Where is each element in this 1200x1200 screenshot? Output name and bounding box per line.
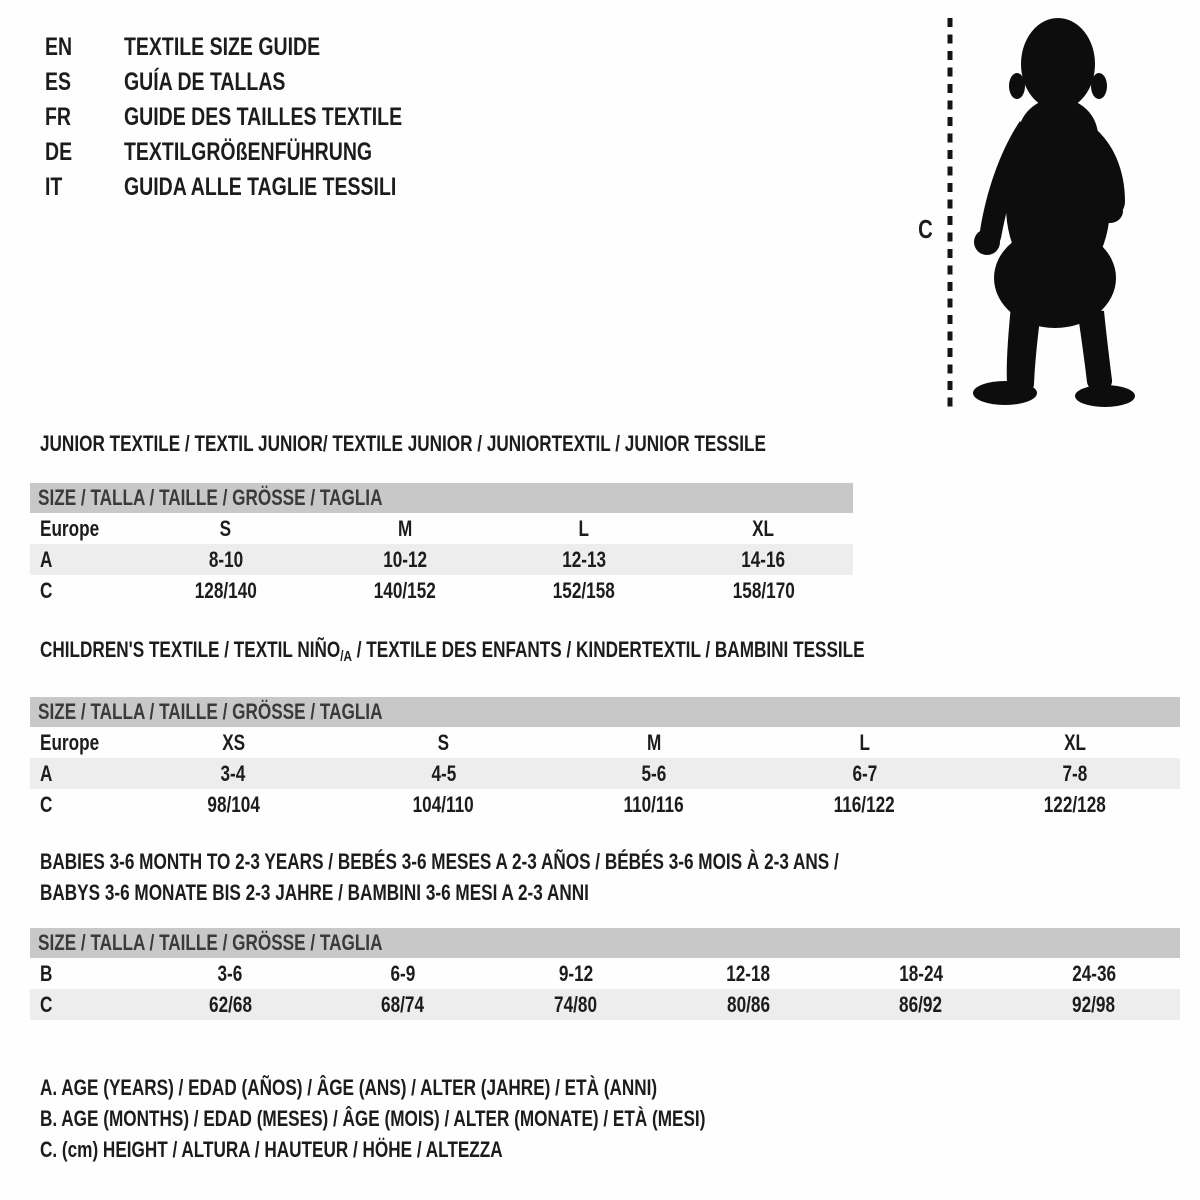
row-label: C [40,578,53,603]
language-code: FR [45,103,71,131]
title-subscript: /A [340,648,352,665]
table-cell: 104/110 [413,792,475,817]
table-cell: 152/158 [553,578,616,603]
toddler-silhouette-icon [965,16,1150,416]
table-cell: 4-5 [431,761,457,786]
row-label: C [40,992,53,1017]
row-label: C [40,792,53,817]
table-cell: 3-4 [220,761,246,786]
junior-textile-table [30,432,853,606]
table-cell: L [578,516,590,541]
table-cell: 62/68 [208,992,252,1017]
table-cell: 80/86 [726,992,770,1017]
table-cell: 24-36 [1071,961,1116,986]
table-cell: 122/128 [1043,792,1106,817]
table-cell: 5-6 [641,761,667,786]
table-cell: 158/170 [732,578,795,603]
language-row-de [45,135,480,170]
legend-line-a: A. AGE (YEARS) / EDAD (AÑOS) / ÂGE (ANS) / ALTER (JAHRE) / ETÀ (ANNI) [40,1075,658,1100]
language-row-es [45,65,480,100]
junior-table-title: JUNIOR TEXTILE / TEXTIL JUNIOR/ TEXTILE JUNIOR / JUNIORTEXTIL / JUNIOR TESSILE [40,431,766,456]
table-cell: 116/122 [833,792,895,817]
table-row-c [30,789,1180,820]
table-cell: M [397,516,413,541]
table-cell: 6-9 [390,961,416,986]
row-label: A [40,761,53,786]
childrens-textile-table [30,638,1180,820]
size-header: SIZE / TALLA / TAILLE / GRÖSSE / TAGLIA [30,928,1180,958]
table-cell: 92/98 [1072,992,1116,1017]
table-cell: 140/152 [373,578,436,603]
measure-legend [40,1072,893,1165]
table-row-a [30,758,1180,789]
size-header: SIZE / TALLA / TAILLE / GRÖSSE / TAGLIA [30,697,1180,727]
table-cell: 128/140 [194,578,257,603]
height-dashed-line [945,16,955,416]
table-cell: 6-7 [852,761,877,786]
table-row-europe [30,727,1180,758]
table-cell: 18-24 [899,961,943,986]
table-cell: 86/92 [899,992,943,1017]
language-title: GUÍA DE TALLAS [123,68,286,96]
language-title: GUIDE DES TAILLES TEXTILE [123,103,403,131]
babies-table-title: BABIES 3-6 MONTH TO 2-3 YEARS / BEBÉS 3-6 MESES A 2-3 AÑOS / BÉBÉS 3-6 MOIS À 2-3 ANS / BABYS 3-6 MONATE BIS 2-3 JAHRE / BAMBINI 3-6 MESI A 2-3 ANNI [40,849,839,905]
language-title: TEXTILGRÖßENFÜHRUNG [123,138,373,166]
table-cell: XL [752,516,775,541]
language-row-en [45,30,480,65]
language-code: EN [45,33,73,61]
size-header: SIZE / TALLA / TAILLE / GRÖSSE / TAGLIA [30,483,853,513]
table-cell: 98/104 [206,792,260,817]
table-cell: 74/80 [554,992,598,1017]
table-cell: 12-13 [562,547,607,572]
table-row-c [30,989,1180,1020]
height-measure-label: C [918,214,933,244]
language-row-fr [45,100,480,135]
table-cell: S [219,516,232,541]
table-row-europe [30,513,853,544]
table-row-c [30,575,853,606]
language-title-list [45,30,480,205]
legend-line-b: B. AGE (MONTHS) / EDAD (MESES) / ÂGE (MOIS) / ALTER (MONATE) / ETÀ (MESI) [40,1106,706,1131]
table-row-b [30,958,1180,989]
table-cell: XL [1063,730,1086,755]
table-cell: 10-12 [382,547,427,572]
row-label: B [40,961,53,986]
legend-line-c: C. (cm) HEIGHT / ALTURA / HAUTEUR / HÖHE / ALTEZZA [40,1137,503,1162]
table-cell: 7-8 [1062,761,1088,786]
table-cell: 3-6 [217,961,243,986]
table-cell: 14-16 [741,547,786,572]
table-cell: XS [221,730,245,755]
table-cell: 8-10 [208,547,243,572]
table-cell: 12-18 [726,961,771,986]
language-code: ES [45,68,72,96]
table-cell: S [437,730,450,755]
table-cell: L [859,730,870,755]
language-code: DE [45,138,73,166]
row-label: A [40,547,53,572]
row-label: Europe [40,730,100,755]
babies-textile-table [30,846,1180,1020]
row-label: Europe [40,516,100,541]
language-row-it [45,170,480,205]
table-cell: 9-12 [558,961,593,986]
table-cell: 110/116 [623,792,685,817]
table-row-a [30,544,853,575]
language-title: GUIDA ALLE TAGLIE TESSILI [123,173,397,201]
language-code: IT [45,173,63,201]
language-title: TEXTILE SIZE GUIDE [123,33,321,61]
childrens-table-title: CHILDREN'S TEXTILE / TEXTIL NIÑO/A / TEXTILE DES ENFANTS / KINDERTEXTIL / BAMBINI TESSILE [40,637,865,665]
table-cell: M [646,730,662,755]
table-cell: 68/74 [381,992,425,1017]
